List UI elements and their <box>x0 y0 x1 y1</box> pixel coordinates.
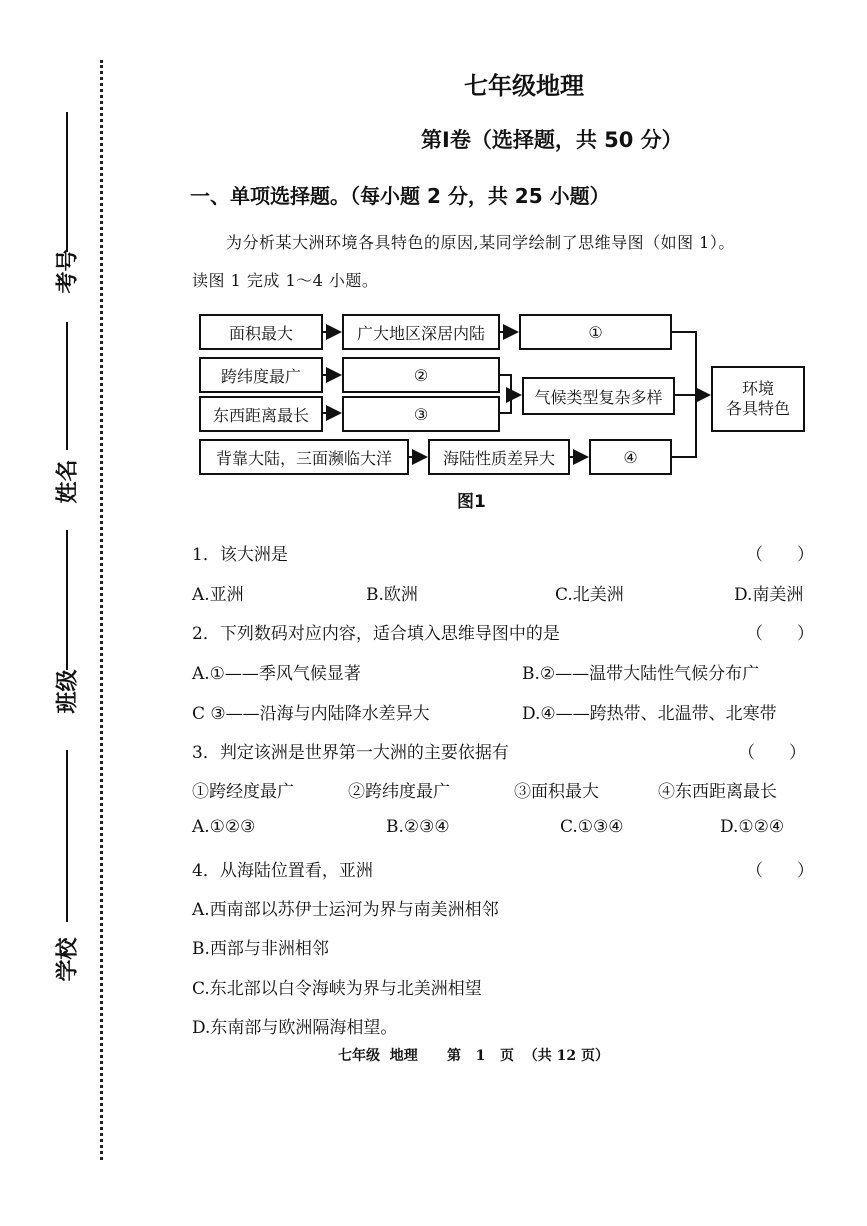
intro-line-2: 读图 1 完成 1～4 小题。 <box>192 271 379 290</box>
box-blank-2: ② <box>342 357 500 393</box>
question-4-option-a[interactable]: A.西南部以苏伊士运河为界与南美洲相邻 <box>192 900 499 920</box>
question-3-item-4: ④东西距离最长 <box>658 782 777 802</box>
question-4-option-d[interactable]: D.东南部与欧洲隔海相望。 <box>192 1018 398 1038</box>
box-widest-latitude: 跨纬度最广 <box>199 357 323 393</box>
box-environment-line-2: 各具特色 <box>725 399 790 418</box>
question-2-option-d[interactable]: D.④——跨热带、北温带、北寒带 <box>522 704 777 724</box>
question-3-item-3: ③面积最大 <box>514 782 599 802</box>
section-heading: 一、单项选择题。（每小题 2 分，共 25 小题） <box>190 184 610 208</box>
question-4-option-c[interactable]: C.东北部以白令海峡为界与北美洲相望 <box>192 979 482 999</box>
question-1-option-a[interactable]: A.亚洲 <box>192 585 244 605</box>
page-subtitle: 第Ⅰ卷（选择题，共 50 分） <box>421 128 683 152</box>
question-1-option-d[interactable]: D.南美洲 <box>734 585 804 605</box>
question-2-option-b[interactable]: B.②——温带大陆性气候分布广 <box>522 664 760 684</box>
box-blank-4: ④ <box>589 439 672 475</box>
question-4-option-b[interactable]: B.西部与非洲相邻 <box>192 939 329 959</box>
question-3-option-d[interactable]: D.①②④ <box>720 817 785 837</box>
exam-number-label: 考号 <box>55 249 81 294</box>
question-2-stem: 2．下列数码对应内容，适合填入思维导图中的是 <box>192 624 560 644</box>
box-environment <box>711 366 805 432</box>
box-longest-east-west: 东西距离最长 <box>199 396 323 432</box>
name-label: 姓名 <box>55 459 81 504</box>
question-1-option-b[interactable]: B.欧洲 <box>366 585 418 605</box>
question-3-option-b[interactable]: B.②③④ <box>386 817 450 837</box>
school-line <box>66 750 68 922</box>
question-2-option-c[interactable]: C ③——沿海与内陆降水差异大 <box>192 704 430 724</box>
box-blank-3: ③ <box>342 396 500 432</box>
box-sea-land-difference: 海陆性质差异大 <box>428 439 570 475</box>
figure-caption: 图1 <box>457 492 486 512</box>
box-deep-inland: 广大地区深居内陆 <box>342 314 500 350</box>
question-3-option-c[interactable]: C.①③④ <box>560 817 624 837</box>
question-4-stem: 4．从海陆位置看，亚洲 <box>192 861 373 881</box>
question-3-answer-paren: （ ） <box>738 743 806 763</box>
question-2-answer-paren: （ ） <box>746 624 814 644</box>
box-complex-climate: 气候类型复杂多样 <box>522 377 675 415</box>
page-title: 七年级地理 <box>464 72 584 100</box>
question-4-answer-paren: （ ） <box>746 861 814 881</box>
class-label: 班级 <box>55 669 81 714</box>
question-1-option-c[interactable]: C.北美洲 <box>555 585 624 605</box>
question-1-answer-paren: （ ） <box>746 545 814 565</box>
question-3-item-2: ②跨纬度最广 <box>348 782 450 802</box>
box-backed-by-continent: 背靠大陆，三面濒临大洋 <box>199 439 409 475</box>
intro-line-1: 为分析某大洲环境各具特色的原因,某同学绘制了思维导图（如图 1）。 <box>226 233 735 252</box>
box-environment-line-1: 环境 <box>741 379 774 398</box>
question-2-option-a[interactable]: A.①——季风气候显著 <box>192 664 361 684</box>
box-largest-area: 面积最大 <box>199 314 323 350</box>
question-3-stem: 3．判定该洲是世界第一大洲的主要依据有 <box>192 743 509 763</box>
question-1-stem: 1．该大洲是 <box>192 545 288 565</box>
box-blank-1: ① <box>519 314 672 350</box>
school-label: 学校 <box>55 937 81 982</box>
question-3-item-1: ①跨经度最广 <box>192 782 294 802</box>
class-line <box>66 530 68 670</box>
question-3-option-a[interactable]: A.①②③ <box>192 817 256 837</box>
page-footer: 七年级 地理 第 1 页 （共 12 页） <box>338 1048 609 1064</box>
